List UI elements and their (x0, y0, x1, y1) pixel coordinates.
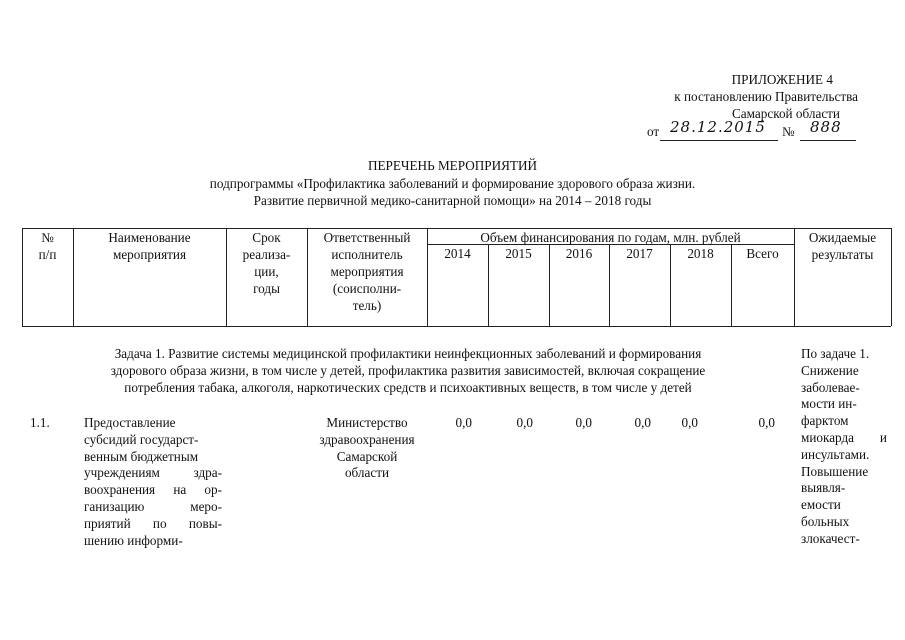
document-subtitle-2: Развитие первичной медико-санитарной помощи» на 2014 – 2018 годы (253, 193, 652, 208)
header-num: № п/п (38, 230, 57, 262)
appendix-line-1: к постановлению Правительства (674, 89, 858, 104)
document-subtitle-1: подпрограммы «Профилактика заболеваний и формирование здорового образа жизни. (209, 176, 696, 191)
header-funding: Объем финансирования по годам, млн. рублей (480, 230, 741, 245)
header-executor: Ответственный исполнитель мероприятия (соисполни- тель) (323, 230, 411, 313)
row-executor: Министерство здравоохранения Самарской области (319, 415, 415, 481)
row-value-2017: 0,0 (634, 415, 651, 430)
date-underline (660, 140, 778, 141)
header-term: Срок реализа- ции, годы (242, 230, 291, 296)
document-title: ПЕРЕЧЕНЬ МЕРОПРИЯТИЙ (367, 158, 538, 173)
number-underline (800, 140, 856, 141)
appendix-title: ПРИЛОЖЕНИЕ 4 (731, 72, 833, 87)
appendix-number-prefix: № (782, 124, 795, 139)
header-results: Ожидаемые результаты (808, 230, 877, 262)
header-total: Всего (746, 246, 779, 261)
appendix-number-handwritten: 888 (810, 118, 842, 136)
header-year-2015: 2015 (505, 246, 532, 261)
row-value-2014: 0,0 (455, 415, 472, 430)
header-year-2018: 2018 (687, 246, 714, 261)
header-year-2017: 2017 (626, 246, 653, 261)
appendix-date-handwritten: 28.12.2015 (670, 118, 766, 136)
row-number: 1.1. (30, 415, 50, 430)
appendix-date-prefix: от (647, 124, 660, 139)
row-value-2018: 0,0 (681, 415, 698, 430)
row-value-total: 0,0 (758, 415, 775, 430)
row-value-2016: 0,0 (575, 415, 592, 430)
row-name: Предоставление субсидий государст- венным бюджетным учреждениям здра- воохранения на ор- ганизацию меро- приятий по повы- шению информи- (84, 415, 222, 548)
expected-results-text: По задаче 1. Снижение заболевае- мости ин- фарктом миокарда и инсультами. Повышение выявля- емости больных злокачест- (801, 346, 887, 546)
header-year-2016: 2016 (565, 246, 593, 261)
appendix-line-2: Самарской области (732, 106, 840, 121)
header-name: Наименование мероприятия (108, 230, 191, 262)
header-year-2014: 2014 (444, 246, 471, 261)
row-value-2015: 0,0 (516, 415, 533, 430)
